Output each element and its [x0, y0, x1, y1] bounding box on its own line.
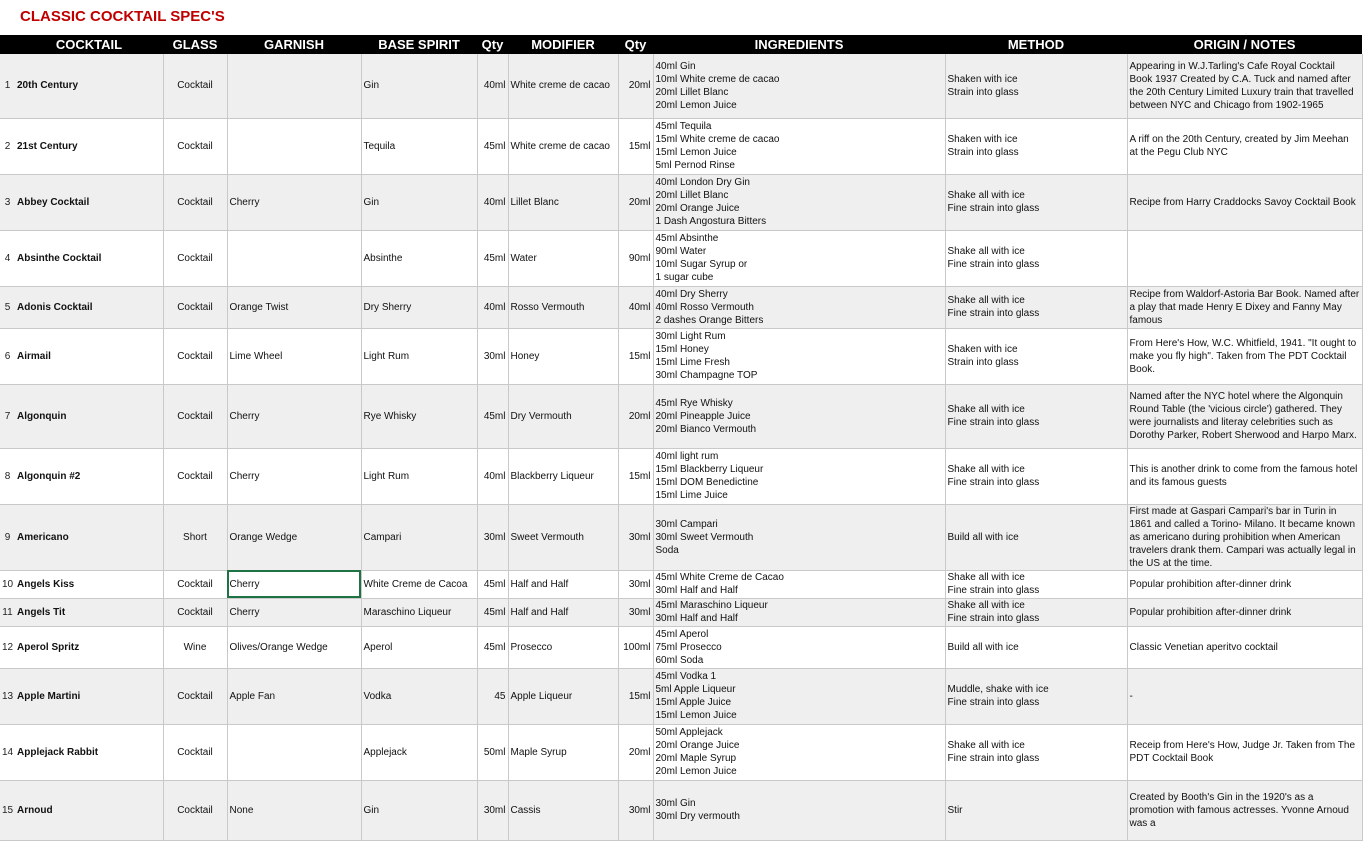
sheet-title: CLASSIC COCKTAIL SPEC'S	[20, 8, 225, 25]
cocktail-cell[interactable]: Algonquin	[15, 384, 163, 448]
ingredients-cell[interactable]: 40ml London Dry Gin 20ml Lillet Blanc 20ml Orange Juice 1 Dash Angostura Bitters	[653, 174, 945, 230]
modifier-cell[interactable]: Lillet Blanc	[508, 174, 618, 230]
cocktail-cell[interactable]: Americano	[15, 504, 163, 570]
ingredients-cell[interactable]: 45ml Tequila 15ml White creme de cacao 15ml Lemon Juice 5ml Pernod Rinse	[653, 118, 945, 174]
ingredients-cell[interactable]: 30ml Gin 30ml Dry vermouth	[653, 780, 945, 840]
method-cell[interactable]: Muddle, shake with ice Fine strain into glass	[945, 668, 1127, 724]
cocktail-cell[interactable]: 21st Century	[15, 118, 163, 174]
notes-cell[interactable]: Recipe from Waldorf-Astoria Bar Book. Named after a play that made Henry E Dixey and Fanny May famous	[1127, 286, 1362, 328]
garnish-cell[interactable]: Cherry	[227, 174, 361, 230]
row-number[interactable]: 3	[0, 174, 15, 230]
glass-cell[interactable]: Cocktail	[163, 570, 227, 598]
base-qty-cell[interactable]: 45	[477, 668, 508, 724]
table-row	[0, 54, 1362, 118]
base-spirit-cell[interactable]: Light Rum	[361, 448, 477, 504]
table-row	[0, 780, 1362, 840]
row-number[interactable]: 13	[0, 668, 15, 724]
row-number[interactable]: 4	[0, 230, 15, 286]
garnish-cell[interactable]: Lime Wheel	[227, 328, 361, 384]
modifier-qty-cell[interactable]: 15ml	[618, 448, 653, 504]
base-qty-cell[interactable]: 45ml	[477, 118, 508, 174]
cocktail-cell[interactable]: Angels Kiss	[15, 570, 163, 598]
modifier-cell[interactable]: Half and Half	[508, 598, 618, 626]
ingredients-cell[interactable]: 45ml Rye Whisky 20ml Pineapple Juice 20ml Bianco Vermouth	[653, 384, 945, 448]
garnish-cell[interactable]	[227, 54, 361, 118]
method-cell[interactable]: Build all with ice	[945, 626, 1127, 668]
glass-cell[interactable]: Cocktail	[163, 780, 227, 840]
modifier-cell[interactable]: Maple Syrup	[508, 724, 618, 780]
modifier-qty-cell[interactable]: 30ml	[618, 598, 653, 626]
table-row	[0, 384, 1362, 448]
garnish-cell[interactable]	[227, 724, 361, 780]
garnish-cell[interactable]: Cherry	[227, 570, 361, 598]
garnish-cell[interactable]: None	[227, 780, 361, 840]
header-modifier[interactable]: MODIFIER	[508, 35, 618, 54]
notes-cell[interactable]: A riff on the 20th Century, created by Jim Meehan at the Pegu Club NYC	[1127, 118, 1362, 174]
cocktail-cell[interactable]: Aperol Spritz	[15, 626, 163, 668]
method-cell[interactable]: Shaken with ice Strain into glass	[945, 54, 1127, 118]
base-spirit-cell[interactable]: Rye Whisky	[361, 384, 477, 448]
glass-cell[interactable]: Cocktail	[163, 598, 227, 626]
cocktail-cell[interactable]: Algonquin #2	[15, 448, 163, 504]
row-number[interactable]: 1	[0, 54, 15, 118]
notes-cell[interactable]: -	[1127, 668, 1362, 724]
glass-cell[interactable]: Cocktail	[163, 668, 227, 724]
notes-cell[interactable]: Classic Venetian aperitvo cocktail	[1127, 626, 1362, 668]
garnish-cell[interactable]: Cherry	[227, 448, 361, 504]
table-row	[0, 626, 1362, 668]
glass-cell[interactable]: Cocktail	[163, 230, 227, 286]
notes-cell[interactable]: This is another drink to come from the famous hotel and its famous guests	[1127, 448, 1362, 504]
base-qty-cell[interactable]: 40ml	[477, 286, 508, 328]
base-spirit-cell[interactable]: Light Rum	[361, 328, 477, 384]
cocktail-spec-table	[0, 35, 1363, 841]
table-row	[0, 286, 1362, 328]
row-number[interactable]: 12	[0, 626, 15, 668]
modifier-qty-cell[interactable]: 20ml	[618, 724, 653, 780]
ingredients-cell[interactable]: 45ml Aperol 75ml Prosecco 60ml Soda	[653, 626, 945, 668]
header-cocktail[interactable]: COCKTAIL	[15, 35, 163, 54]
glass-cell[interactable]: Short	[163, 504, 227, 570]
method-cell[interactable]: Shake all with ice Fine strain into glass	[945, 724, 1127, 780]
row-number-header[interactable]	[0, 35, 15, 54]
cocktail-cell[interactable]: Adonis Cocktail	[15, 286, 163, 328]
glass-cell[interactable]: Cocktail	[163, 328, 227, 384]
modifier-cell[interactable]: Prosecco	[508, 626, 618, 668]
cocktail-cell[interactable]: 20th Century	[15, 54, 163, 118]
modifier-qty-cell[interactable]: 20ml	[618, 54, 653, 118]
notes-cell[interactable]: Named after the NYC hotel where the Algonquin Round Table (the 'vicious circle') gathered. They were journalists and literay celebrities such as Dorothy Parker, Robert Sherwood and Harpo Marx.	[1127, 384, 1362, 448]
table-row	[0, 724, 1362, 780]
modifier-cell[interactable]: Rosso Vermouth	[508, 286, 618, 328]
method-cell[interactable]: Stir	[945, 780, 1127, 840]
row-number[interactable]: 5	[0, 286, 15, 328]
notes-cell[interactable]: From Here's How, W.C. Whitfield, 1941. "It ought to make you fly high". Taken from The PDT Cocktail Book.	[1127, 328, 1362, 384]
method-cell[interactable]: Shake all with ice Fine strain into glass	[945, 598, 1127, 626]
base-qty-cell[interactable]: 45ml	[477, 384, 508, 448]
garnish-cell[interactable]: Orange Wedge	[227, 504, 361, 570]
ingredients-cell[interactable]: 30ml Campari 30ml Sweet Vermouth Soda	[653, 504, 945, 570]
cocktail-cell[interactable]: Arnoud	[15, 780, 163, 840]
table-row	[0, 598, 1362, 626]
base-qty-cell[interactable]: 45ml	[477, 230, 508, 286]
modifier-cell[interactable]: Blackberry Liqueur	[508, 448, 618, 504]
cocktail-cell[interactable]: Applejack Rabbit	[15, 724, 163, 780]
notes-cell[interactable]: Created by Booth's Gin in the 1920's as a promotion with famous actresses. Yvonne Arnoud was a	[1127, 780, 1362, 840]
modifier-qty-cell[interactable]: 30ml	[618, 780, 653, 840]
header-glass[interactable]: GLASS	[163, 35, 227, 54]
garnish-cell[interactable]: Olives/Orange Wedge	[227, 626, 361, 668]
notes-cell[interactable]: First made at Gaspari Campari's bar in Turin in 1861 and called a Torino- Milano. It became known as americano during prohibition when American travelers drank them. Campari was actually legal in the US at the time.	[1127, 504, 1362, 570]
modifier-cell[interactable]: Honey	[508, 328, 618, 384]
modifier-qty-cell[interactable]: 20ml	[618, 384, 653, 448]
base-qty-cell[interactable]: 30ml	[477, 328, 508, 384]
ingredients-cell[interactable]: 40ml Gin 10ml White creme de cacao 20ml Lillet Blanc 20ml Lemon Juice	[653, 54, 945, 118]
row-number[interactable]: 15	[0, 780, 15, 840]
modifier-qty-cell[interactable]: 30ml	[618, 570, 653, 598]
base-spirit-cell[interactable]: Gin	[361, 54, 477, 118]
glass-cell[interactable]: Cocktail	[163, 54, 227, 118]
base-spirit-cell[interactable]: Campari	[361, 504, 477, 570]
glass-cell[interactable]: Cocktail	[163, 448, 227, 504]
table-row	[0, 328, 1362, 384]
glass-cell[interactable]: Wine	[163, 626, 227, 668]
base-spirit-cell[interactable]: Gin	[361, 780, 477, 840]
modifier-qty-cell[interactable]: 40ml	[618, 286, 653, 328]
base-spirit-cell[interactable]: White Creme de Cacoa	[361, 570, 477, 598]
garnish-cell[interactable]: Cherry	[227, 384, 361, 448]
modifier-qty-cell[interactable]: 20ml	[618, 174, 653, 230]
garnish-cell[interactable]: Cherry	[227, 598, 361, 626]
method-cell[interactable]: Shake all with ice Fine strain into glass	[945, 230, 1127, 286]
table-row	[0, 118, 1362, 174]
base-qty-cell[interactable]: 30ml	[477, 780, 508, 840]
ingredients-cell[interactable]: 45ml Maraschino Liqueur 30ml Half and Half	[653, 598, 945, 626]
header-ingredients[interactable]: INGREDIENTS	[653, 35, 945, 54]
method-cell[interactable]: Shake all with ice Fine strain into glass	[945, 174, 1127, 230]
table-row	[0, 504, 1362, 570]
method-cell[interactable]: Shake all with ice Fine strain into glass	[945, 384, 1127, 448]
modifier-qty-cell[interactable]: 15ml	[618, 668, 653, 724]
ingredients-cell[interactable]: 30ml Light Rum 15ml Honey 15ml Lime Fresh 30ml Champagne TOP	[653, 328, 945, 384]
base-qty-cell[interactable]: 40ml	[477, 448, 508, 504]
modifier-cell[interactable]: Apple Liqueur	[508, 668, 618, 724]
row-number[interactable]: 2	[0, 118, 15, 174]
modifier-qty-cell[interactable]: 100ml	[618, 626, 653, 668]
table-row	[0, 174, 1362, 230]
cocktail-cell[interactable]: Angels Tit	[15, 598, 163, 626]
modifier-qty-cell[interactable]: 90ml	[618, 230, 653, 286]
modifier-cell[interactable]: Sweet Vermouth	[508, 504, 618, 570]
base-spirit-cell[interactable]: Absinthe	[361, 230, 477, 286]
glass-cell[interactable]: Cocktail	[163, 724, 227, 780]
base-qty-cell[interactable]: 40ml	[477, 174, 508, 230]
base-spirit-cell[interactable]: Vodka	[361, 668, 477, 724]
header-qty-base[interactable]: Qty	[477, 35, 508, 54]
base-qty-cell[interactable]: 40ml	[477, 54, 508, 118]
base-qty-cell[interactable]: 50ml	[477, 724, 508, 780]
modifier-cell[interactable]: Half and Half	[508, 570, 618, 598]
base-qty-cell[interactable]: 45ml	[477, 570, 508, 598]
garnish-cell[interactable]: Apple Fan	[227, 668, 361, 724]
method-cell[interactable]: Shake all with ice Fine strain into glass	[945, 448, 1127, 504]
garnish-cell[interactable]: Orange Twist	[227, 286, 361, 328]
glass-cell[interactable]: Cocktail	[163, 174, 227, 230]
notes-cell[interactable]: Receip from Here's How, Judge Jr. Taken from The PDT Cocktail Book	[1127, 724, 1362, 780]
modifier-cell[interactable]: White creme de cacao	[508, 118, 618, 174]
modifier-cell[interactable]: White creme de cacao	[508, 54, 618, 118]
table-row	[0, 448, 1362, 504]
header-method[interactable]: METHOD	[945, 35, 1127, 54]
header-row	[0, 35, 1362, 54]
glass-cell[interactable]: Cocktail	[163, 118, 227, 174]
garnish-cell[interactable]	[227, 118, 361, 174]
row-number[interactable]: 10	[0, 570, 15, 598]
glass-cell[interactable]: Cocktail	[163, 286, 227, 328]
modifier-cell[interactable]: Water	[508, 230, 618, 286]
ingredients-cell[interactable]: 45ml Absinthe 90ml Water 10ml Sugar Syrup or 1 sugar cube	[653, 230, 945, 286]
notes-cell[interactable]: Popular prohibition after-dinner drink	[1127, 570, 1362, 598]
cocktail-cell[interactable]: Airmail	[15, 328, 163, 384]
modifier-cell[interactable]: Cassis	[508, 780, 618, 840]
table-row	[0, 668, 1362, 724]
row-number[interactable]: 9	[0, 504, 15, 570]
notes-cell[interactable]: Popular prohibition after-dinner drink	[1127, 598, 1362, 626]
notes-cell[interactable]: Recipe from Harry Craddocks Savoy Cocktail Book	[1127, 174, 1362, 230]
base-qty-cell[interactable]: 30ml	[477, 504, 508, 570]
ingredients-cell[interactable]: 40ml Dry Sherry 40ml Rosso Vermouth 2 dashes Orange Bitters	[653, 286, 945, 328]
modifier-qty-cell[interactable]: 15ml	[618, 328, 653, 384]
cocktail-cell[interactable]: Abbey Cocktail	[15, 174, 163, 230]
header-garnish[interactable]: GARNISH	[227, 35, 361, 54]
table-row	[0, 230, 1362, 286]
modifier-cell[interactable]: Dry Vermouth	[508, 384, 618, 448]
cocktail-cell[interactable]: Apple Martini	[15, 668, 163, 724]
base-spirit-cell[interactable]: Applejack	[361, 724, 477, 780]
glass-cell[interactable]: Cocktail	[163, 384, 227, 448]
base-qty-cell[interactable]: 45ml	[477, 626, 508, 668]
modifier-qty-cell[interactable]: 15ml	[618, 118, 653, 174]
modifier-qty-cell[interactable]: 30ml	[618, 504, 653, 570]
garnish-cell[interactable]	[227, 230, 361, 286]
method-cell[interactable]: Shake all with ice Fine strain into glass	[945, 286, 1127, 328]
method-cell[interactable]: Build all with ice	[945, 504, 1127, 570]
base-spirit-cell[interactable]: Tequila	[361, 118, 477, 174]
base-spirit-cell[interactable]: Aperol	[361, 626, 477, 668]
ingredients-cell[interactable]: 50ml Applejack 20ml Orange Juice 20ml Maple Syrup 20ml Lemon Juice	[653, 724, 945, 780]
row-number[interactable]: 11	[0, 598, 15, 626]
base-spirit-cell[interactable]: Gin	[361, 174, 477, 230]
notes-cell[interactable]: Appearing in W.J.Tarling's Cafe Royal Cocktail Book 1937 Created by C.A. Tuck and named after the 20th Century Limited Luxury train that travelled between NYC and Chicago from 1902-1965	[1127, 54, 1362, 118]
notes-cell[interactable]	[1127, 230, 1362, 286]
header-origin-notes[interactable]: ORIGIN / NOTES	[1127, 35, 1362, 54]
ingredients-cell[interactable]: 45ml White Creme de Cacao 30ml Half and Half	[653, 570, 945, 598]
row-number[interactable]: 6	[0, 328, 15, 384]
method-cell[interactable]: Shake all with ice Fine strain into glass	[945, 570, 1127, 598]
base-spirit-cell[interactable]: Maraschino Liqueur	[361, 598, 477, 626]
header-qty-modifier[interactable]: Qty	[618, 35, 653, 54]
table-row	[0, 570, 1362, 598]
method-cell[interactable]: Shaken with ice Strain into glass	[945, 118, 1127, 174]
method-cell[interactable]: Shaken with ice Strain into glass	[945, 328, 1127, 384]
cocktail-cell[interactable]: Absinthe Cocktail	[15, 230, 163, 286]
ingredients-cell[interactable]: 40ml light rum 15ml Blackberry Liqueur 15ml DOM Benedictine 15ml Lime Juice	[653, 448, 945, 504]
header-base-spirit[interactable]: BASE SPIRIT	[361, 35, 477, 54]
row-number[interactable]: 14	[0, 724, 15, 780]
base-spirit-cell[interactable]: Dry Sherry	[361, 286, 477, 328]
ingredients-cell[interactable]: 45ml Vodka 1 5ml Apple Liqueur 15ml Apple Juice 15ml Lemon Juice	[653, 668, 945, 724]
row-number[interactable]: 8	[0, 448, 15, 504]
row-number[interactable]: 7	[0, 384, 15, 448]
base-qty-cell[interactable]: 45ml	[477, 598, 508, 626]
